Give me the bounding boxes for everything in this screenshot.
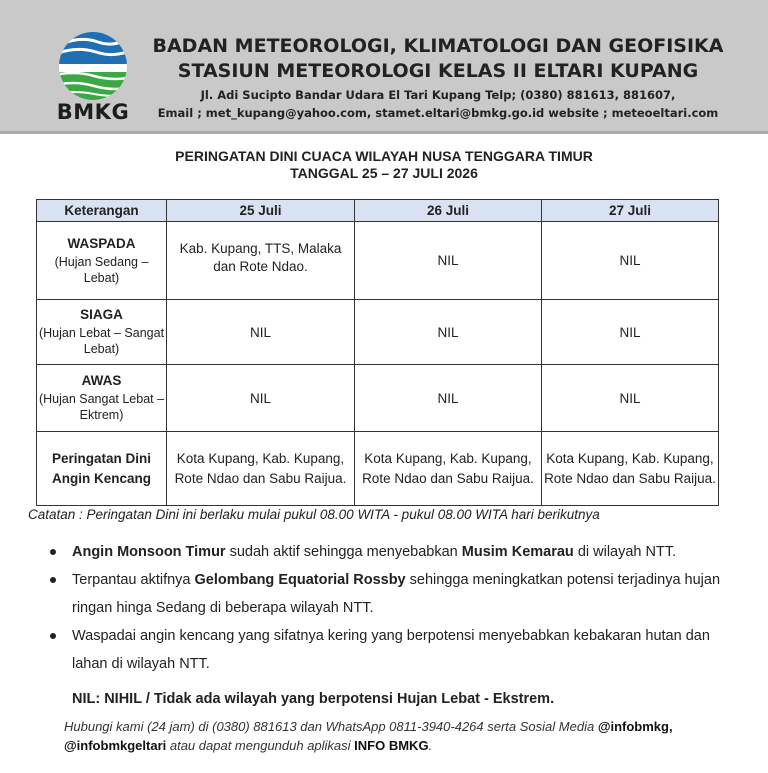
validity-note: Catatan : Peringatan Dini ini berlaku mulai pukul 08.00 WITA - pukul 08.00 WITA hari berikutnya — [28, 507, 600, 522]
body-text: Waspadai angin kencang yang sifatnya kering yang berpotensi menyebabkan kebakaran hutan dan lahan di wilayah NTT. — [72, 628, 710, 672]
list-item — [50, 622, 740, 678]
document-date-range: TANGGAL 25 – 27 JULI 2026 — [290, 165, 478, 181]
social-handle: @infobmkg, — [597, 719, 673, 734]
contact-text: . — [428, 738, 433, 753]
body-text: Terpantau aktifnya — [72, 572, 195, 588]
table-row — [37, 432, 719, 506]
level-name: SIAGA — [80, 307, 123, 322]
contact-text: atau dapat mengunduh aplikasi — [166, 738, 355, 753]
table-cell: NIL — [542, 222, 719, 300]
letterhead — [0, 0, 768, 134]
bold-text: Angin Monsoon Timur — [72, 544, 226, 560]
level-name: WASPADA — [67, 235, 136, 251]
body-text: di wilayah NTT. — [573, 544, 677, 560]
table-cell: Kota Kupang, Kab. Kupang, Rote Ndao dan Sabu Raijua. — [355, 432, 542, 506]
bmkg-logo — [50, 30, 136, 126]
row-label: Peringatan Dini Angin Kencang — [37, 432, 167, 506]
bmkg-emblem-icon — [50, 30, 136, 102]
body-text: sehingga meningkatkan potensi terjadinya hujan ringan hinga Sedang di beberapa wilayah NTT. — [72, 572, 721, 616]
column-header: Keterangan — [37, 200, 167, 222]
address-line: Jl. Adi Sucipto Bandar Udara El Tari Kupang Telp; (0380) 881613, 881607, — [200, 88, 676, 102]
table-row — [37, 365, 719, 432]
column-header: 25 Juli — [167, 200, 355, 222]
column-header: 27 Juli — [542, 200, 719, 222]
level-description: (Hujan Lebat – Sangat Lebat) — [38, 326, 165, 356]
logo-wordmark: BMKG — [56, 100, 130, 124]
app-name: INFO BMKG — [354, 738, 429, 753]
bold-text: Musim Kemarau — [461, 544, 574, 560]
table-cell: NIL — [355, 365, 542, 432]
document-title: PERINGATAN DINI CUACA WILAYAH NUSA TENGGARA TIMUR — [175, 148, 593, 164]
contact-info — [64, 717, 754, 755]
table-row — [37, 222, 719, 300]
table-cell: Kab. Kupang, TTS, Malaka dan Rote Ndao. — [167, 222, 355, 300]
bullet-list — [50, 538, 740, 678]
level-name: AWAS — [81, 373, 122, 388]
row-label — [37, 300, 167, 365]
level-description: (Hujan Sangat Lebat – Ektrem) — [38, 392, 165, 422]
table-cell: Kota Kupang, Kab. Kupang, Rote Ndao dan Sabu Raijua. — [167, 432, 355, 506]
column-header: 26 Juli — [355, 200, 542, 222]
table-cell: NIL — [167, 300, 355, 365]
level-description: (Hujan Sedang – Lebat) — [54, 254, 149, 285]
bullet-icon — [50, 549, 56, 555]
table-cell: NIL — [355, 222, 542, 300]
contact-text: Hubungi kami (24 jam) di (0380) 881613 dan WhatsApp 0811-3940-4264 serta Sosial Media — [64, 719, 598, 734]
contact-line: Email ; met_kupang@yahoo.com, stamet.eltari@bmkg.go.id website ; meteoeltari.com — [157, 106, 719, 120]
table-cell: NIL — [542, 300, 719, 365]
row-label — [37, 222, 167, 300]
table-row — [37, 300, 719, 365]
social-handle: @infobmkgeltari — [64, 738, 167, 753]
table-cell: Kota Kupang, Kab. Kupang, Rote Ndao dan Sabu Raijua. — [542, 432, 719, 506]
table-cell: NIL — [355, 300, 542, 365]
table-header-row — [37, 200, 719, 222]
warning-table — [36, 199, 719, 506]
body-text: sudah aktif sehingga menyebabkan — [225, 544, 462, 560]
list-item — [50, 566, 740, 622]
table-cell: NIL — [542, 365, 719, 432]
bullet-icon — [50, 633, 56, 639]
table-cell: NIL — [167, 365, 355, 432]
station-name: STASIUN METEOROLOGI KELAS II ELTARI KUPANG — [177, 60, 699, 82]
list-item — [50, 538, 740, 566]
bullet-icon — [50, 577, 56, 583]
nil-definition: NIL: NIHIL / Tidak ada wilayah yang berpotensi Hujan Lebat - Ekstrem. — [72, 691, 555, 707]
bold-text: Gelombang Equatorial Rossby — [194, 572, 406, 588]
row-label — [37, 365, 167, 432]
org-name: BADAN METEOROLOGI, KLIMATOLOGI DAN GEOFISIKA — [152, 35, 724, 57]
